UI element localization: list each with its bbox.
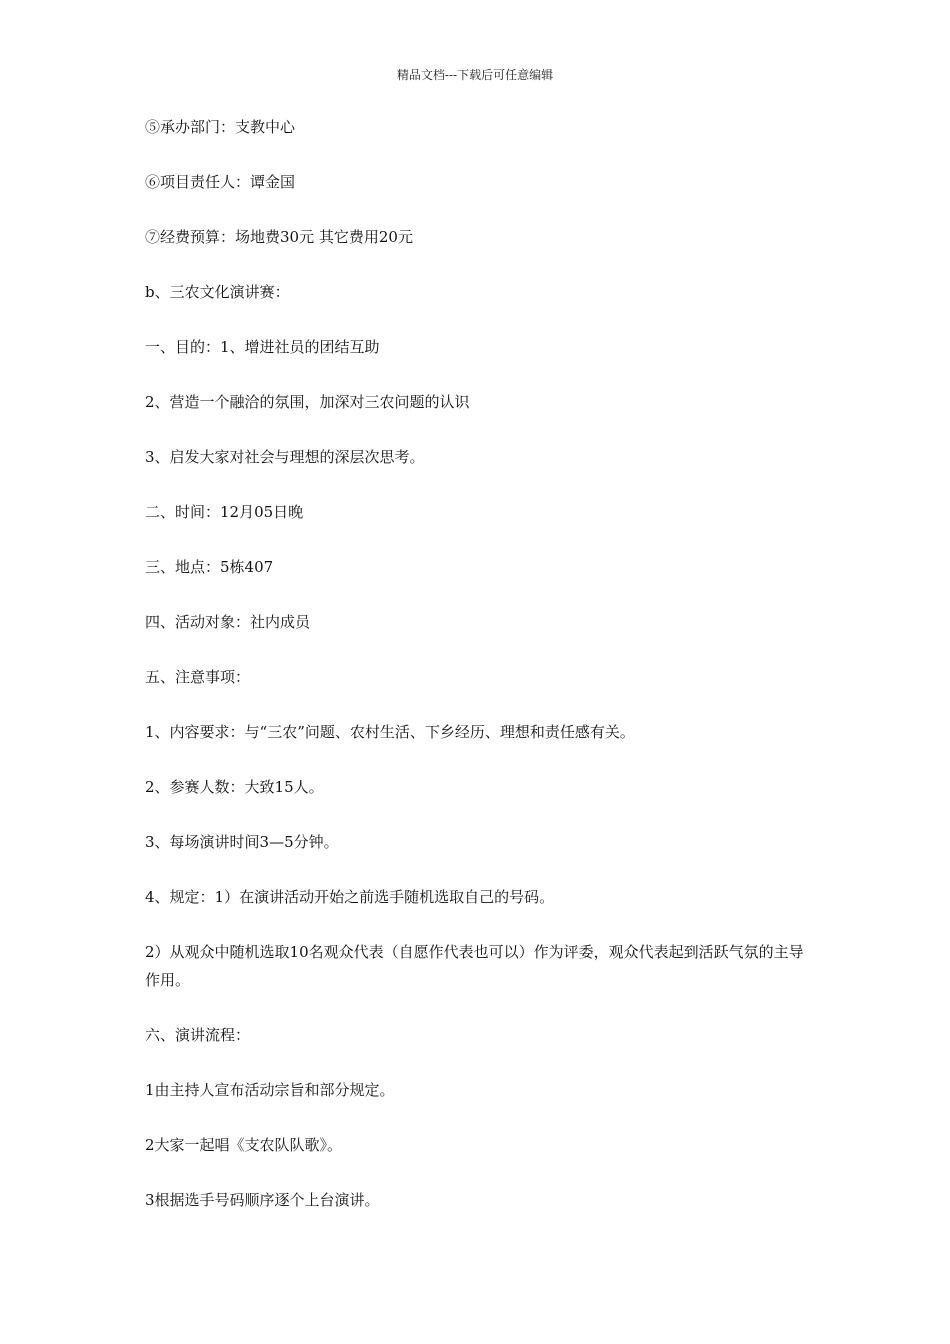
paragraph-location: 三、地点：5栋407 bbox=[145, 558, 274, 576]
paragraph-speech-duration: 3、每场演讲时间3—5分钟。 bbox=[145, 833, 339, 851]
paragraph-project-lead: ⑥项目责任人：谭金国 bbox=[145, 173, 296, 191]
document-body bbox=[145, 113, 810, 1241]
paragraph-process-title: 六、演讲流程： bbox=[145, 1026, 251, 1044]
paragraph-budget: ⑦经费预算：场地费30元 其它费用20元 bbox=[145, 228, 413, 246]
paragraph-audience: 四、活动对象：社内成员 bbox=[145, 613, 311, 631]
page-header: 精品文档---下载后可任意编辑 bbox=[396, 68, 554, 82]
paragraph-purpose-3: 3、启发大家对社会与理想的深层次思考。 bbox=[145, 448, 425, 466]
paragraph-content-requirement: 1、内容要求：与“三农”问题、农村生活、下乡经历、理想和责任感有关。 bbox=[145, 723, 635, 741]
paragraph-participants: 2、参赛人数：大致15人。 bbox=[145, 778, 324, 796]
paragraph-organizer: ⑤承办部门：支教中心 bbox=[145, 118, 296, 136]
paragraph-judges: 2）从观众中随机选取10名观众代表（自愿作代表也可以）作为评委，观众代表起到活跃气氛的主导作用。 bbox=[145, 943, 804, 989]
paragraph-process-1: 1由主持人宣布活动宗旨和部分规定。 bbox=[145, 1081, 395, 1099]
paragraph-notes-title: 五、注意事项： bbox=[145, 668, 251, 686]
paragraph-rules: 4、规定：1）在演讲活动开始之前选手随机选取自己的号码。 bbox=[145, 888, 555, 906]
paragraph-process-2: 2大家一起唱《支农队队歌》。 bbox=[145, 1136, 343, 1154]
paragraph-process-3: 3根据选手号码顺序逐个上台演讲。 bbox=[145, 1191, 380, 1209]
paragraph-section-b-title: b、三农文化演讲赛： bbox=[145, 283, 290, 301]
paragraph-purpose-2: 2、营造一个融洽的氛围，加深对三农问题的认识 bbox=[145, 393, 470, 411]
paragraph-time: 二、时间：12月05日晚 bbox=[145, 503, 304, 521]
paragraph-purpose: 一、目的：1、增进社员的团结互助 bbox=[145, 338, 380, 356]
